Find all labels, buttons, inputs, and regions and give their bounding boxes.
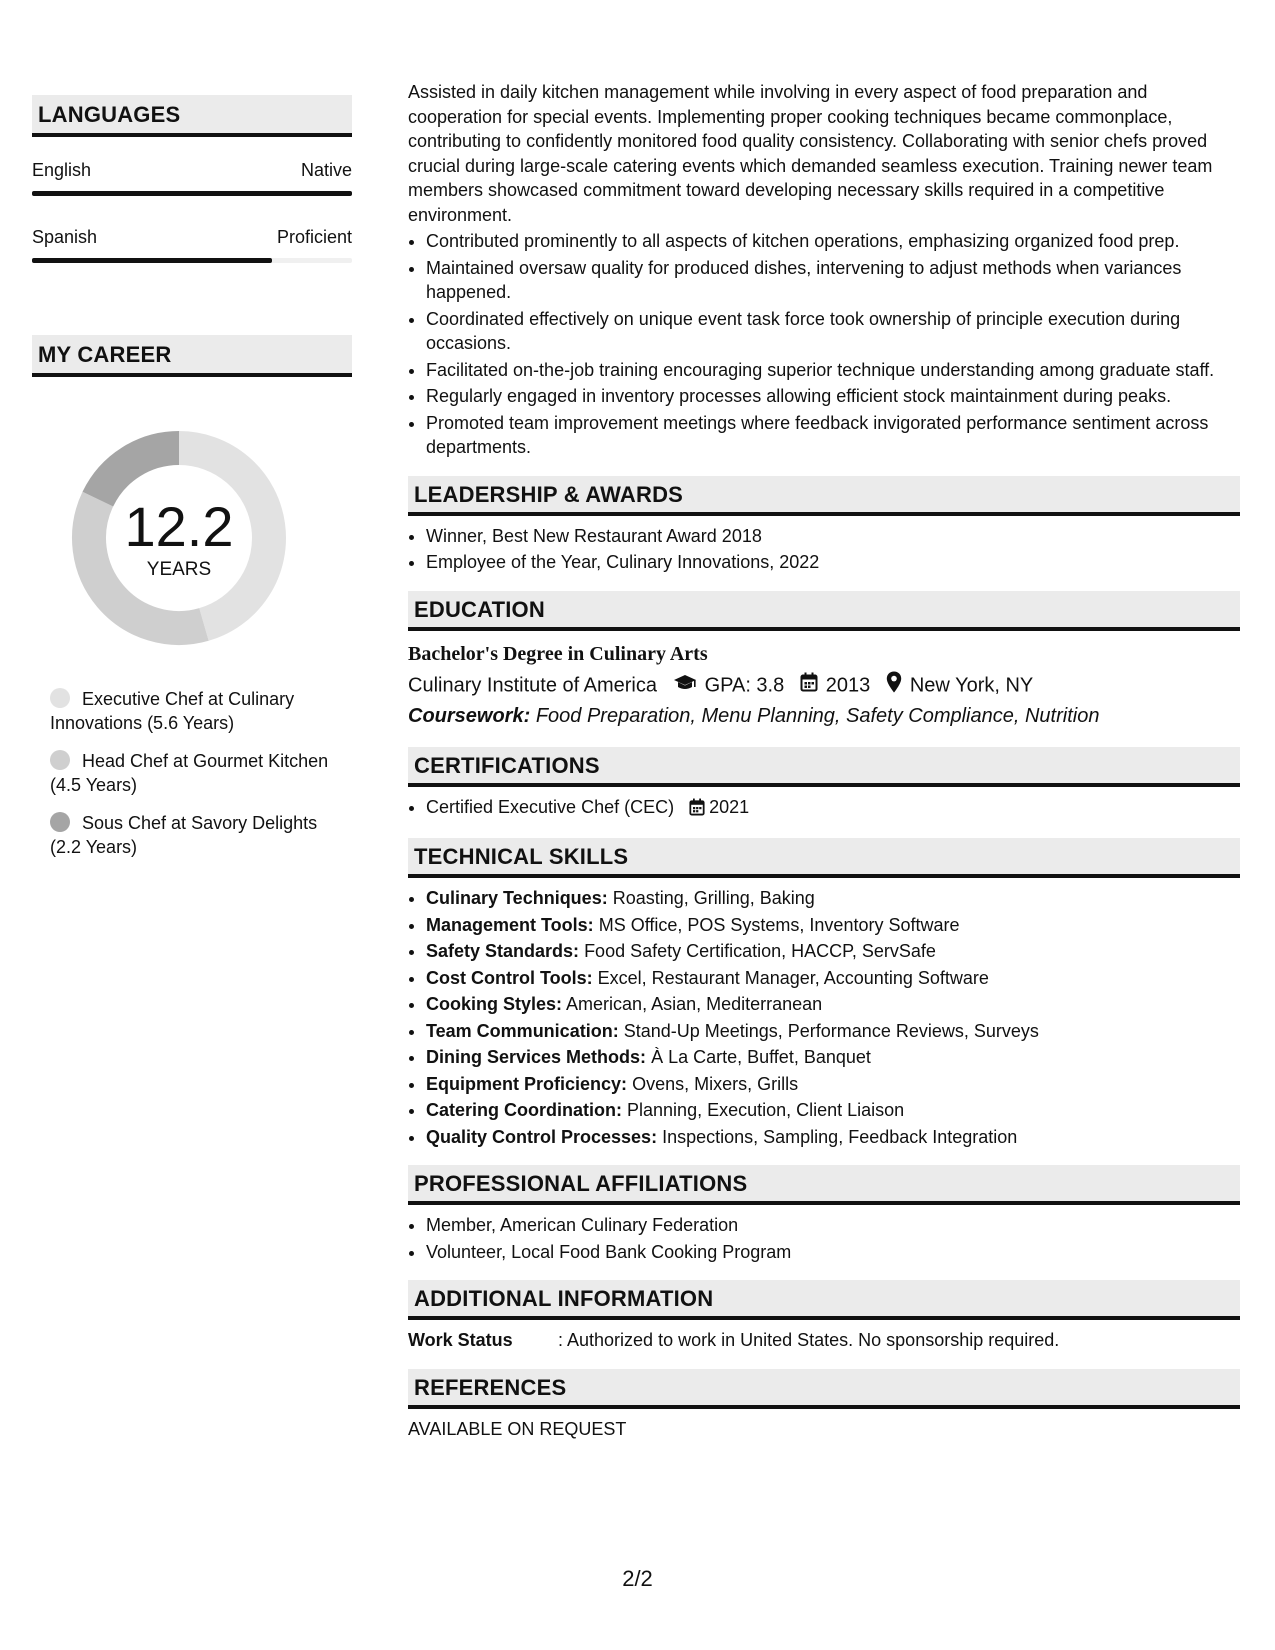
skill-label: Safety Standards:: [426, 941, 580, 961]
certification-year: 2021: [709, 796, 750, 817]
skill-value: MS Office, POS Systems, Inventory Software: [598, 914, 960, 935]
references-header: REFERENCES: [408, 1369, 1240, 1409]
list-item: [426, 886, 1240, 911]
affiliations-header: PROFESSIONAL AFFILIATIONS: [408, 1165, 1240, 1205]
degree-title: Bachelor's Degree in Culinary Arts: [408, 642, 708, 665]
education-details: [408, 671, 1240, 701]
list-item: [426, 966, 1240, 991]
skill-label: Catering Coordination:: [426, 1100, 622, 1120]
donut-segment-3: [98, 448, 179, 499]
list-item: [426, 1098, 1240, 1123]
skill-label: Team Communication:: [426, 1020, 619, 1041]
skill-label: Culinary Techniques:: [426, 888, 608, 908]
work-status-label: Work Status: [408, 1330, 513, 1350]
references-text: AVAILABLE ON REQUEST: [408, 1418, 627, 1439]
language-level: Native: [300, 160, 352, 180]
skill-value: Roasting, Grilling, Baking: [612, 888, 815, 908]
skill-label: Quality Control Processes:: [426, 1126, 658, 1147]
skill-value: À La Carte, Buffet, Banquet: [651, 1047, 871, 1067]
language-spanish: [32, 226, 352, 263]
list-item: • Member, American Culinary Federation: [426, 1213, 1240, 1238]
skill-value: Inspections, Sampling, Feedback Integration: [662, 1126, 1018, 1147]
language-level: Proficient: [276, 227, 352, 247]
languages-header: LANGUAGES: [32, 95, 352, 137]
legend-dot: [50, 750, 70, 770]
list-item: • Regularly engaged in inventory processes allowing efficient stock maintainment during peaks.: [426, 384, 1240, 409]
calendar-icon: [689, 798, 705, 823]
skill-value: Planning, Execution, Client Liaison: [627, 1100, 905, 1120]
language-level-bar: [32, 191, 352, 196]
list-item: • Winner, Best New Restaurant Award 2018: [426, 524, 1240, 549]
language-name: Spanish: [32, 227, 98, 247]
affiliations-section: [408, 1165, 1240, 1264]
career-total-unit: YEARS: [146, 559, 212, 580]
language-level-bar: [32, 258, 352, 263]
certifications-section: [408, 747, 1240, 823]
language-level-fill: [32, 191, 352, 196]
legend-item: [50, 811, 350, 859]
graduation-cap-icon: [673, 672, 697, 700]
skills-section: [408, 838, 1240, 1149]
legend-item: [50, 687, 350, 735]
legend-label: Executive Chef at Culinary Innovations (5.6 Years): [50, 689, 295, 733]
legend-item: [50, 749, 350, 797]
legend-dot: [50, 812, 70, 832]
education-header: EDUCATION: [408, 591, 1240, 631]
skill-value: Stand-Up Meetings, Performance Reviews, Surveys: [623, 1020, 1039, 1041]
list-item: [426, 992, 1240, 1017]
career-legend: [50, 687, 350, 873]
experience-bullets: [408, 229, 1240, 460]
list-item: • Coordinated effectively on unique event task force took ownership of principle execution during occasions.: [426, 307, 1240, 356]
language-name: English: [32, 160, 92, 180]
skill-label: Equipment Proficiency:: [426, 1073, 628, 1094]
skill-label: Management Tools:: [426, 914, 594, 935]
references-section: [408, 1369, 1240, 1442]
education-section: [408, 591, 1240, 731]
work-status-value: : Authorized to work in United States. No sponsorship required.: [558, 1330, 1060, 1350]
legend-label: Head Chef at Gourmet Kitchen (4.5 Years): [50, 751, 329, 795]
page-number: 2/2: [622, 1566, 653, 1591]
list-item: [426, 795, 1240, 823]
skill-value: Excel, Restaurant Manager, Accounting Software: [597, 967, 989, 988]
left-column: [32, 95, 352, 857]
leadership-header: LEADERSHIP & AWARDS: [408, 476, 1240, 516]
coursework-label: Coursework:: [408, 704, 531, 727]
coursework-list: Food Preparation, Menu Planning, Safety Compliance, Nutrition: [535, 704, 1100, 727]
list-item: [426, 1125, 1240, 1150]
list-item: • Volunteer, Local Food Bank Cooking Program: [426, 1240, 1240, 1265]
list-item: • Employee of the Year, Culinary Innovations, 2022: [426, 550, 1240, 575]
calendar-icon: [800, 672, 818, 700]
leadership-section: [408, 476, 1240, 575]
skill-label: Dining Services Methods:: [426, 1047, 647, 1067]
school-name: Culinary Institute of America: [408, 673, 657, 696]
additional-section: [408, 1280, 1240, 1353]
coursework: [408, 701, 1240, 731]
right-column: [408, 80, 1240, 1441]
certification-name: Certified Executive Chef (CEC): [426, 796, 675, 817]
language-level-fill: [32, 258, 272, 263]
additional-header: ADDITIONAL INFORMATION: [408, 1280, 1240, 1320]
list-item: • Contributed prominently to all aspects of kitchen operations, emphasizing organized food prep.: [426, 229, 1240, 254]
list-item: [426, 939, 1240, 964]
list-item: [426, 1045, 1240, 1070]
list-item: • Facilitated on-the-job training encouraging superior technique understanding among graduate staff.: [426, 358, 1240, 383]
legend-label: Sous Chef at Savory Delights (2.2 Years): [50, 813, 318, 857]
skill-label: Cost Control Tools:: [426, 967, 593, 988]
experience-summary: Assisted in daily kitchen management while involving in every aspect of food preparation and cooperation for special events. Implementing proper cooking techniques became commonplace, contributing to confidently monitored food quality consistency. Collaborating with senior chefs proved crucial during large-scale catering events which demanded seamless execution. Training newer team members showcased commitment toward developing necessary skills required in a competitive environment.: [408, 82, 1213, 225]
skill-value: American, Asian, Mediterranean: [566, 994, 823, 1014]
list-item: • Maintained oversaw quality for produced dishes, intervening to adjust methods when variances happened.: [426, 256, 1240, 305]
skill-label: Cooking Styles:: [426, 994, 563, 1014]
graduation-year: 2013: [825, 673, 871, 696]
career-total-years: 12.2: [124, 495, 234, 558]
list-item: [426, 1072, 1240, 1097]
gpa: GPA: 3.8: [704, 673, 785, 696]
certifications-header: CERTIFICATIONS: [408, 747, 1240, 787]
skill-value: Food Safety Certification, HACCP, ServSafe: [584, 941, 936, 961]
list-item: [426, 913, 1240, 938]
list-item: [426, 1019, 1240, 1044]
school-location: New York, NY: [909, 673, 1034, 696]
skill-value: Ovens, Mixers, Grills: [632, 1073, 799, 1094]
map-pin-icon: [886, 671, 902, 701]
list-item: • Promoted team improvement meetings where feedback invigorated performance sentiment across departments.: [426, 411, 1240, 460]
skills-header: TECHNICAL SKILLS: [408, 838, 1240, 878]
legend-dot: [50, 688, 70, 708]
language-english: [32, 159, 352, 196]
career-header: MY CAREER: [32, 335, 352, 377]
career-donut-chart: [66, 425, 292, 651]
